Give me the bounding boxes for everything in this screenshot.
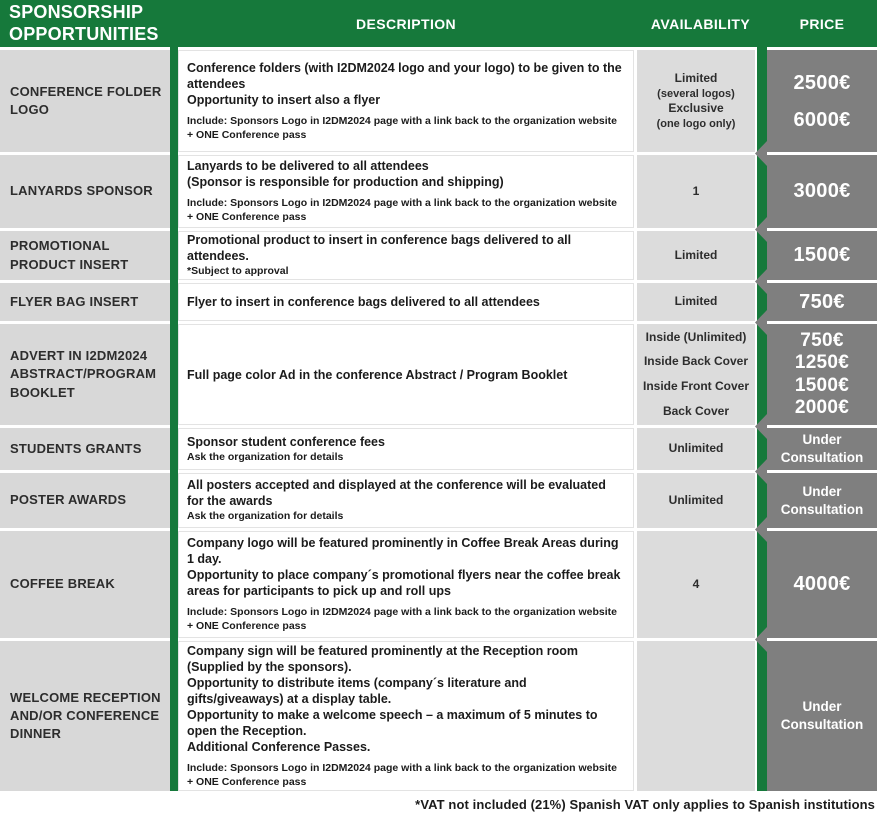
row-price xyxy=(767,231,877,280)
gap-right-stripe xyxy=(755,155,767,228)
availability-line: (several logos) xyxy=(657,87,735,100)
availability-line: Exclusive xyxy=(668,101,724,115)
row-label: WELCOME RECEPTION AND/OR CONFERENCE DINNER xyxy=(0,641,170,791)
gap-right-stripe xyxy=(755,324,767,425)
row-price xyxy=(767,155,877,228)
price-line: 4000€ xyxy=(793,573,851,595)
row-label: PROMOTIONAL PRODUCT INSERT xyxy=(0,231,170,280)
price-line: 1250€ xyxy=(794,352,850,374)
row-label: FLYER BAG INSERT xyxy=(0,283,170,321)
description-line: Flyer to insert in conference bags delivered to all attendees xyxy=(187,295,540,309)
description-fine-print: Include: Sponsors Logo in I2DM2024 page with a link back to the organization website + ONE Conference pass xyxy=(187,761,617,788)
row-price xyxy=(767,473,877,528)
table-row xyxy=(0,231,877,280)
row-description xyxy=(178,155,634,228)
availability-line: Inside Back Cover xyxy=(643,354,749,369)
price-line: Under xyxy=(802,483,842,499)
row-description xyxy=(178,473,634,528)
availability-line: Unlimited xyxy=(668,441,724,456)
gap-right-stripe xyxy=(755,641,767,791)
table-row xyxy=(0,531,877,638)
table-row xyxy=(0,324,877,425)
gap-left-stripe xyxy=(170,155,178,228)
table-row xyxy=(0,283,877,321)
table-row xyxy=(0,50,877,152)
description-line: Promotional product to insert in conference bags delivered to all attendees. xyxy=(187,233,572,264)
row-description xyxy=(178,283,634,321)
row-description xyxy=(178,231,634,280)
row-availability xyxy=(637,473,755,528)
price-line: 1500€ xyxy=(793,244,851,266)
price-line: 2500€ xyxy=(793,71,851,94)
description-fine-print: Include: Sponsors Logo in I2DM2024 page with a link back to the organization website + ONE Conference pass xyxy=(187,197,617,223)
description-line: Opportunity to place company´s promotional flyers near the coffee break areas for participants to pick up and roll ups xyxy=(187,568,621,599)
table-body xyxy=(0,50,877,794)
description-line: Conference folders (with I2DM2024 logo and your logo) to be given to the attendees xyxy=(187,60,622,91)
row-availability xyxy=(637,324,755,425)
row-description xyxy=(178,324,634,425)
price-line: 3000€ xyxy=(793,180,851,202)
availability-line: Limited xyxy=(674,294,718,309)
row-description xyxy=(178,531,634,638)
price-line: Consultation xyxy=(780,501,864,517)
row-price xyxy=(767,283,877,321)
row-price xyxy=(767,324,877,425)
price-line: 750€ xyxy=(799,290,845,313)
description-line: All posters accepted and displayed at the conference will be evaluated for the awards xyxy=(187,478,606,509)
row-price xyxy=(767,531,877,638)
availability-line: Inside (Unlimited) xyxy=(645,329,747,344)
row-availability xyxy=(637,155,755,228)
description-line: Additional Conference Passes. xyxy=(187,739,371,754)
row-label: COFFEE BREAK xyxy=(0,531,170,638)
table-row xyxy=(0,155,877,228)
row-label: STUDENTS GRANTS xyxy=(0,428,170,470)
price-line: 750€ xyxy=(800,329,844,351)
description-line: Sponsor student conference fees xyxy=(187,434,385,449)
availability-line: 4 xyxy=(692,576,700,591)
row-price xyxy=(767,428,877,470)
availability-line: 1 xyxy=(692,183,700,198)
description-fine-print: Ask the organization for details xyxy=(187,450,344,463)
table-row xyxy=(0,641,877,791)
row-label: CONFERENCE FOLDER LOGO xyxy=(0,50,170,152)
price-line: Consultation xyxy=(780,717,864,732)
availability-line: Unlimited xyxy=(668,492,724,507)
price-line: 1500€ xyxy=(794,374,850,396)
gap-left-stripe xyxy=(170,641,178,791)
column-header-availability: AVAILABILITY xyxy=(650,15,751,32)
gap-left-stripe xyxy=(170,531,178,638)
gap-left-stripe xyxy=(170,324,178,425)
gap-left-stripe xyxy=(170,231,178,280)
row-price xyxy=(767,641,877,791)
row-label: POSTER AWARDS xyxy=(0,473,170,528)
column-header-price: PRICE xyxy=(799,15,845,32)
row-availability xyxy=(637,283,755,321)
vat-note: *VAT not included (21%) Spanish VAT only applies to Spanish institutions xyxy=(415,797,875,812)
description-line: Company sign will be featured prominently at the Reception room (Supplied by the sponsors). xyxy=(187,643,579,674)
availability-line: Back Cover xyxy=(662,403,730,418)
availability-line: Limited xyxy=(674,71,718,86)
availability-line: Limited xyxy=(674,247,718,262)
row-availability xyxy=(637,428,755,470)
description-fine-print: *Subject to approval xyxy=(187,265,289,278)
page-title: SPONSORSHIP OPPORTUNITIES xyxy=(9,2,159,44)
table-row xyxy=(0,473,877,528)
table-header xyxy=(0,0,877,47)
description-line: Full page color Ad in the conference Abstract / Program Booklet xyxy=(187,367,568,382)
gap-right-stripe xyxy=(755,50,767,152)
description-line: Opportunity to insert also a flyer xyxy=(187,92,381,107)
gap-left-stripe xyxy=(170,50,178,152)
description-fine-print: Include: Sponsors Logo in I2DM2024 page with a link back to the organization website + ONE Conference pass xyxy=(187,606,617,632)
row-label: ADVERT IN I2DM2024 ABSTRACT/PROGRAM BOOKLET xyxy=(0,324,170,425)
row-price xyxy=(767,50,877,152)
row-description xyxy=(178,50,634,152)
price-line: Consultation xyxy=(780,450,864,465)
availability-line: Inside Front Cover xyxy=(642,379,749,393)
description-line: Opportunity to make a welcome speech – a maximum of 5 minutes to open the Reception. xyxy=(187,707,598,738)
description-fine-print: Ask the organization for details xyxy=(187,510,344,523)
gap-left-stripe xyxy=(170,473,178,528)
description-line: (Sponsor is responsible for production and shipping) xyxy=(187,175,504,190)
row-description xyxy=(178,428,634,470)
row-description xyxy=(178,641,634,791)
gap-left-stripe xyxy=(170,283,178,321)
row-label: LANYARDS SPONSOR xyxy=(0,155,170,228)
table-row xyxy=(0,428,877,470)
price-line: Under xyxy=(802,432,842,448)
gap-right-stripe xyxy=(755,531,767,638)
description-line: Opportunity to distribute items (company´s literature and gifts/giveaways) at a display table. xyxy=(187,675,527,706)
gap-left-stripe xyxy=(170,428,178,470)
column-header-description: DESCRIPTION xyxy=(355,15,457,32)
row-availability xyxy=(637,50,755,152)
row-availability xyxy=(637,641,755,791)
price-line: 6000€ xyxy=(793,108,851,131)
description-line: Company logo will be featured prominently in Coffee Break Areas during 1 day. xyxy=(187,536,619,567)
availability-line: (one logo only) xyxy=(656,117,736,130)
description-fine-print: Include: Sponsors Logo in I2DM2024 page with a link back to the organization website + ONE Conference pass xyxy=(187,114,617,141)
row-availability xyxy=(637,531,755,638)
row-availability xyxy=(637,231,755,280)
price-line: 2000€ xyxy=(794,396,850,418)
description-line: Lanyards to be delivered to all attendees xyxy=(187,159,429,174)
price-line: Under xyxy=(802,699,842,715)
